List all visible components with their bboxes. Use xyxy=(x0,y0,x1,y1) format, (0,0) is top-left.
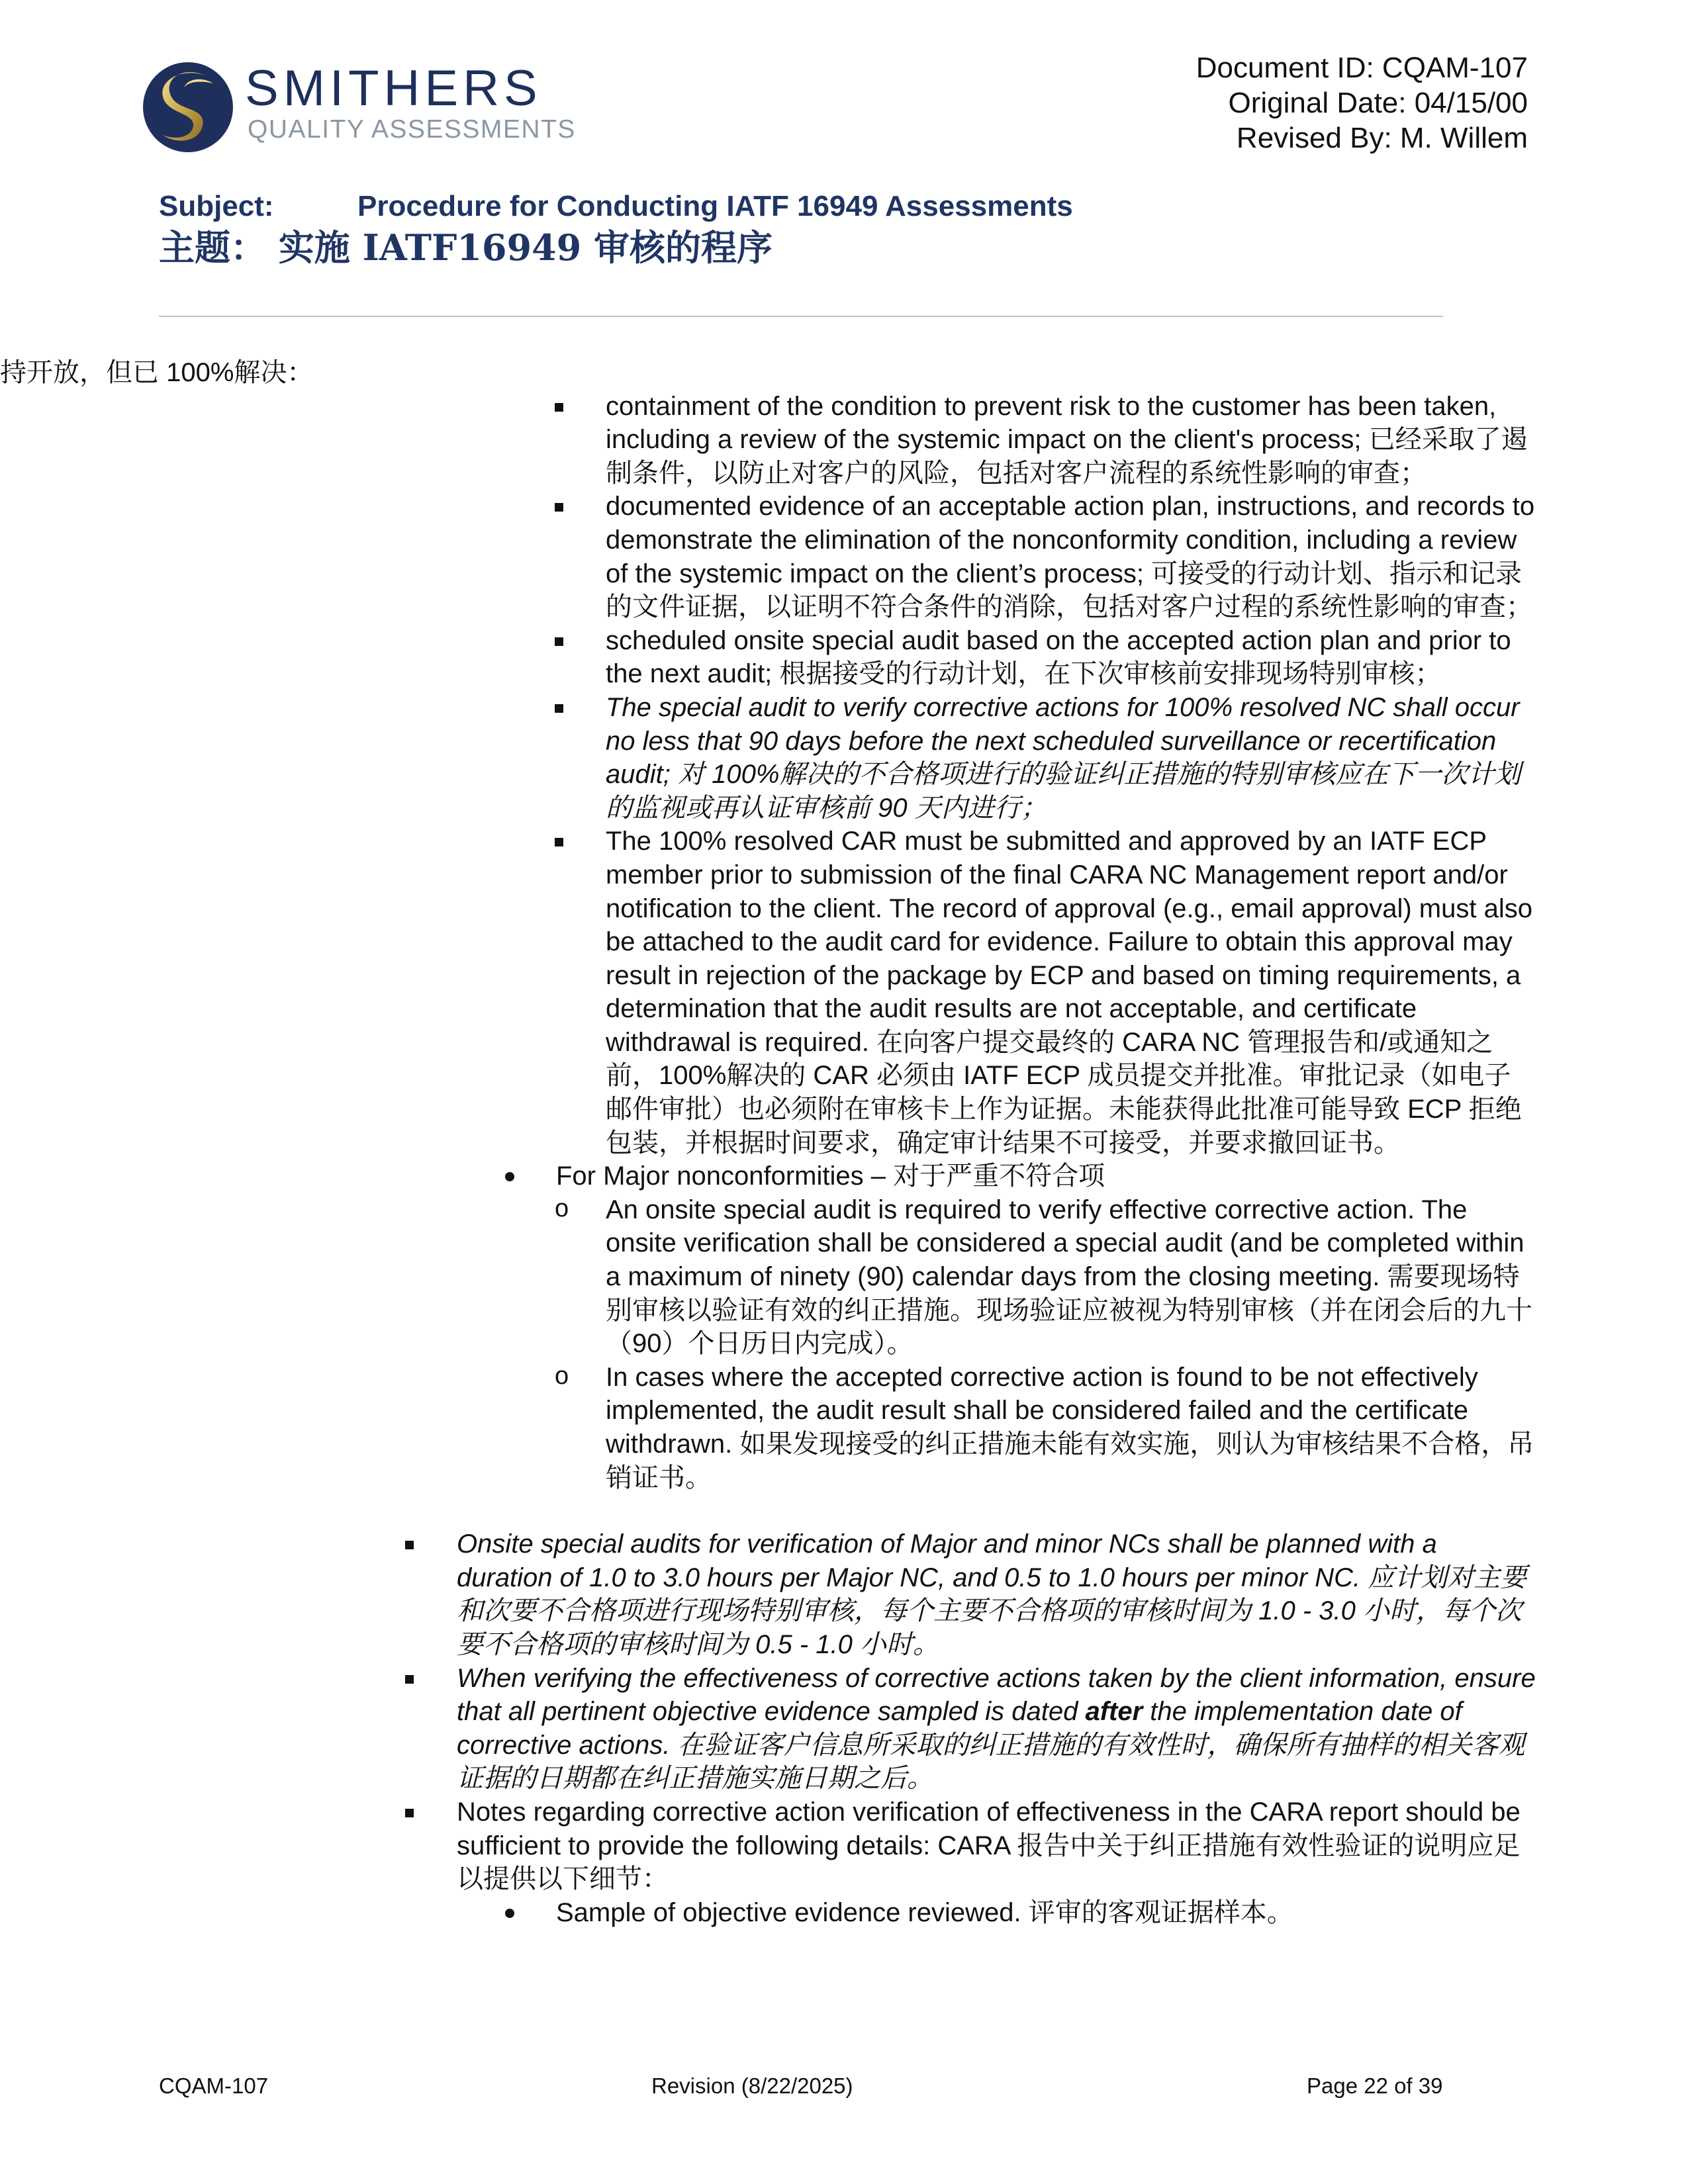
list-item-text xyxy=(457,1664,1536,1794)
list-item xyxy=(0,390,1688,490)
list-item-text: Sample of objective evidence reviewed. 评审的客观证据样本。 xyxy=(556,1897,1293,1927)
list-item xyxy=(0,1662,1688,1796)
footer-revision: Revision (8/22/2025) xyxy=(651,2073,853,2098)
list-item-text: Onsite special audits for verification of Major and minor NCs shall be planned with a duration of 1.0 to 3.0 hours per Major NC, and 0.5 to 1.0 hours per minor NC. 应计划对主要和次要不合格项进行现场特别审核，每个主要不合格项的审核时间为 1.0 - 3.0 小时，每个次要不合格项的审核时间为 0.5 - 1.0 小时。 xyxy=(457,1529,1527,1659)
spacer xyxy=(0,1494,1688,1527)
verify-text-start: When verifying the effectiveness of corrective actions taken by the client information, ensure that all pertinent objective evidence sampled is dated xyxy=(457,1663,1536,1727)
continuation-text: 持开放，但已 100%解决： xyxy=(0,358,314,387)
logo-name: SMITHERS xyxy=(245,60,542,116)
original-date: Original Date: 04/15/00 xyxy=(1228,87,1528,119)
list-item xyxy=(0,691,1688,825)
major-nc-heading-text: For Major nonconformities – 对于严重不符合项 xyxy=(556,1161,1105,1191)
list-item-text: The special audit to verify corrective actions for 100% resolved NC shall occur no less that 90 days before the next scheduled surveillance or recertification audit; 对 100%解决的不合格项进行的验证纠正措施的特别审核应在下一次计划的监视或再认证审核前 90 天内进行； xyxy=(606,692,1521,823)
list-item-text: Notes regarding corrective action verification of effectiveness in the CARA report should be sufficient to provide the following details: CARA 报告中关于纠正措施有效性验证的说明应足以提供以下细节： xyxy=(457,1797,1521,1894)
smithers-swirl-icon xyxy=(142,61,234,154)
document-id: Document ID: CQAM-107 xyxy=(1196,52,1528,84)
list-item xyxy=(0,490,1688,623)
list-item xyxy=(0,1896,1688,1930)
footer-doc-id: CQAM-107 xyxy=(159,2073,269,2098)
footer-page-number: Page 22 of 39 xyxy=(1307,2073,1443,2098)
list-item-text: In cases where the accepted corrective action is found to be not effectively implemented, the audit result shall be considered failed and the certificate withdrawn. 如果发现接受的纠正措施未能有效实施，则认为审核结果不合格，吊销证书。 xyxy=(606,1362,1534,1492)
logo-tagline: QUALITY ASSESSMENTS xyxy=(248,115,576,144)
list-item-text: The 100% resolved CAR must be submitted and approved by an IATF ECP member prior to submission of the final CARA NC Management report and/or notification to the client. The record of approval (e.g., email approval) must also be attached to the audit card for evidence. Failure to obtain this approval may result in rejection of the package by ECP and based on timing requirements, a determination that the audit results are not acceptable, and certificate withdrawal is required. 在向客户提交最终的 CARA NC 管理报告和/或通知之前，100%解决的 CAR 必须由 IATF ECP 成员提交并批准。审批记录（如电子邮件审批）也必须附在审核卡上作为证据。未能获得此批准可能导致 ECP 拒绝包装，并根据时间要求，确定审计结果不可接受，并要求撤回证书。 xyxy=(606,827,1532,1158)
list-item xyxy=(0,1796,1688,1896)
list-item-text: containment of the condition to prevent risk to the customer has been taken, including a review of the systemic impact on the client's process; 已经采取了遏制条件，以防止对客户的风险，包括对客户流程的系统性影响的审查； xyxy=(606,391,1528,488)
list-item-text: scheduled onsite special audit based on the accepted action plan and prior to the next audit; 根据接受的行动计划，在下次审核前安排现场特别审核； xyxy=(606,625,1511,689)
company-logo xyxy=(142,61,579,154)
list-item-text: documented evidence of an acceptable action plan, instructions, and records to demonstrate the elimination of the nonconformity condition, including a review of the systemic impact on the client’s process; 可接受的行动计划、指示和记录的文件证据，以证明不符合条件的消除，包括对客户过程的系统性影响的审查； xyxy=(606,492,1535,622)
verify-emphasis: after xyxy=(1085,1697,1143,1727)
major-nc-heading xyxy=(0,1160,1688,1193)
revised-by: Revised By: M. Willem xyxy=(1236,122,1528,154)
subject-title-zh: 主题： 实施 IATF16949 审核的程序 xyxy=(159,226,773,269)
verify-text-end: the implementation date of corrective actions. 在验证客户信息所采取的纠正措施的有效性时，确保所有抽样的相关客观证据的日期都在纠正措施实施日期之后。 xyxy=(457,1697,1525,1794)
list-item: o An onsite special audit is required to verify effective corrective action. The onsite verification shall be considered a special audit (and be completed within a maximum of ninety (90) calendar days from the closing meeting. 需要现场特别审核以验证有效的纠正措施。现场验证应被视为特别审核（并在闭会后的九十（90）个日历日内完成）。 xyxy=(555,1194,1532,1359)
subject-label: Subject: xyxy=(159,190,274,222)
list-item: o In cases where the accepted corrective action is found to be not effectively implemented, the audit result shall be considered failed and the certificate withdrawn. 如果发现接受的纠正措施未能有效实施，则认为审核结果不合格，吊销证书。 xyxy=(555,1361,1534,1492)
subject-title: Procedure for Conducting IATF 16949 Assessments xyxy=(357,190,1073,222)
document-info xyxy=(1196,50,1528,156)
list-item xyxy=(0,624,1688,691)
document-body xyxy=(0,356,1688,1929)
header-divider xyxy=(159,316,1443,317)
list-item-text: An onsite special audit is required to verify effective corrective action. The onsite verification shall be considered a special audit (and be completed within a maximum of ninety (90) calendar days from the closing meeting. 需要现场特别审核以验证有效的纠正措施。现场验证应被视为特别审核（并在闭会后的九十（90）个日历日内完成）。 xyxy=(606,1195,1532,1359)
list-item xyxy=(0,1527,1688,1661)
subject-line xyxy=(159,189,1073,224)
list-item xyxy=(0,825,1688,1160)
